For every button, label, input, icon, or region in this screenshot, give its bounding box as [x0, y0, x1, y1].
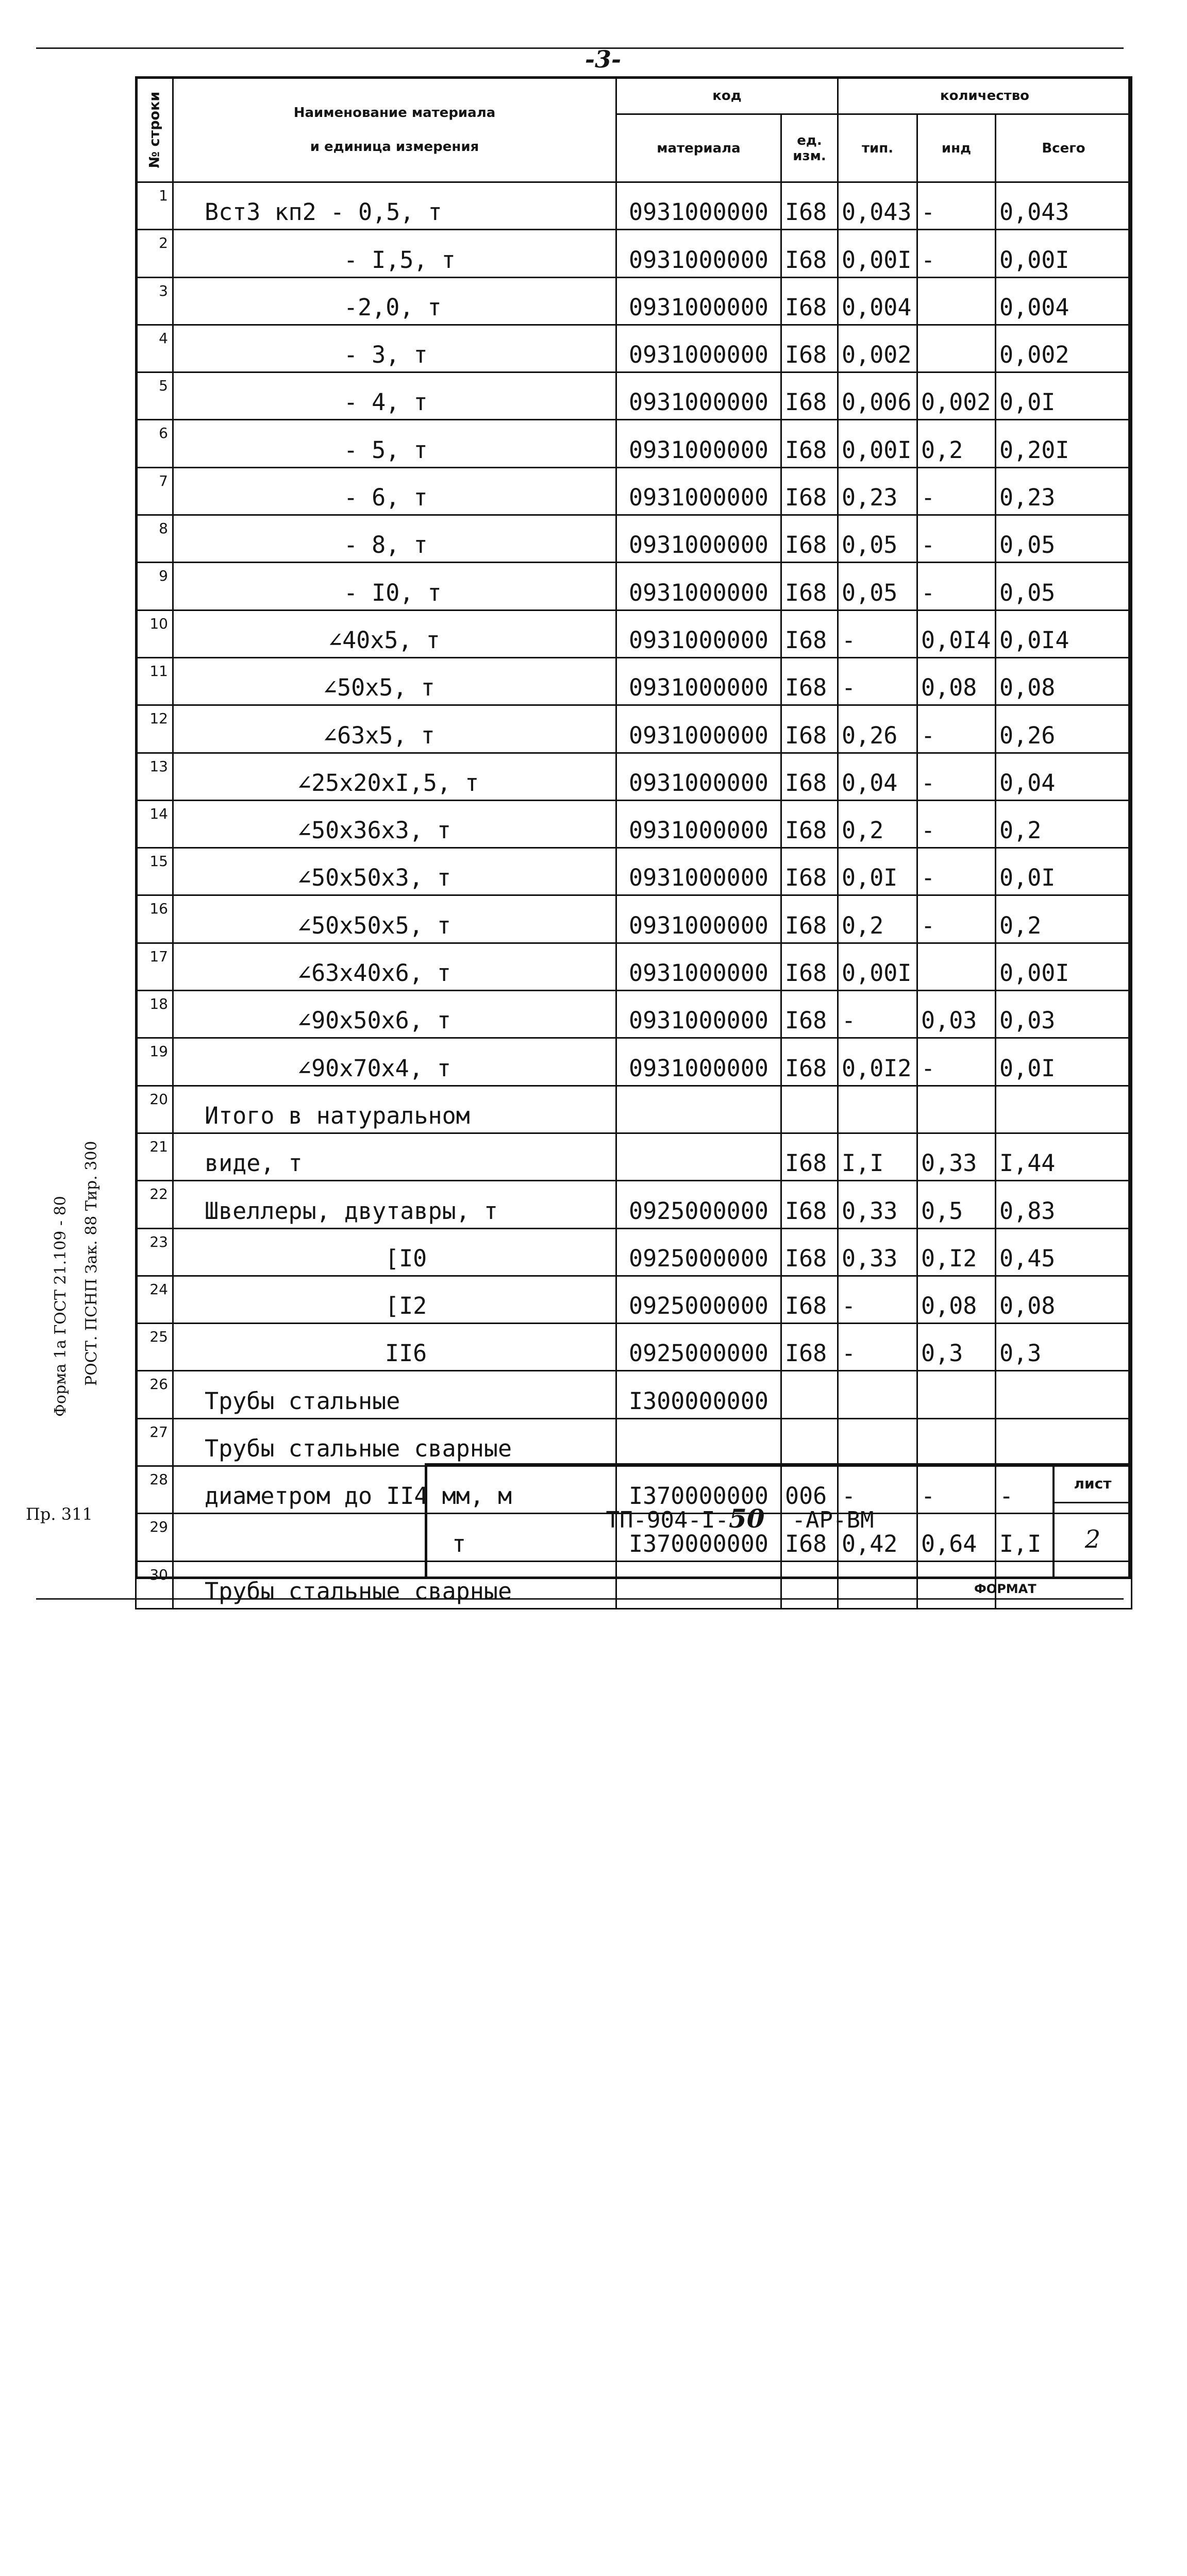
unit-code: I68 — [781, 943, 838, 990]
title-block — [135, 1448, 1131, 1579]
table-row — [136, 848, 1132, 895]
quantity-total: 0,043 — [996, 182, 1132, 230]
row-number: 7 — [136, 467, 173, 515]
unit-code: I68 — [781, 515, 838, 563]
row-number: 16 — [136, 895, 173, 943]
quantity-ind: 0,03 — [917, 991, 996, 1038]
quantity-total: 0,3 — [996, 1324, 1132, 1371]
material-name: - 8, т — [173, 515, 616, 563]
sheet-number-box — [1052, 1463, 1131, 1579]
quantity-total: 0,45 — [996, 1228, 1132, 1276]
quantity-typ: 0,04 — [838, 753, 917, 800]
quantity-typ: 0,006 — [838, 372, 917, 420]
material-name: Итого в натуральном — [173, 1086, 616, 1133]
unit-code: I68 — [781, 1133, 838, 1180]
code-group-header: код — [616, 77, 838, 114]
material-name: ∠25x20xI,5, т — [173, 753, 616, 800]
table-row — [136, 610, 1132, 657]
material-name: - 5, т — [173, 420, 616, 467]
material-code: 0925000000 — [616, 1181, 781, 1228]
row-number: 30 — [136, 1561, 173, 1608]
quantity-typ: 0,05 — [838, 515, 917, 563]
quantity-total: 0,08 — [996, 1276, 1132, 1323]
quantity-total: 0,20I — [996, 420, 1132, 467]
row-number: 19 — [136, 1038, 173, 1086]
quantity-typ: 0,2 — [838, 800, 917, 848]
material-name: - 3, т — [173, 325, 616, 372]
row-number: 18 — [136, 991, 173, 1038]
table-row — [136, 1181, 1132, 1228]
quantity-ind — [917, 1371, 996, 1418]
row-number: 20 — [136, 1086, 173, 1133]
material-code: 0925000000 — [616, 1228, 781, 1276]
unit-code: I68 — [781, 420, 838, 467]
quantity-typ: 0,33 — [838, 1181, 917, 1228]
unit-code: I68 — [781, 277, 838, 325]
quantity-ind: - — [917, 705, 996, 753]
material-name: Швеллеры, двутавры, т — [173, 1181, 616, 1228]
material-name: ∠63x5, т — [173, 705, 616, 753]
unit-code: I68 — [781, 467, 838, 515]
row-number: 2 — [136, 230, 173, 277]
quantity-ind: 0,2 — [917, 420, 996, 467]
quantity-ind: 0,5 — [917, 1181, 996, 1228]
row-number: 13 — [136, 753, 173, 800]
quantity-total: I,44 — [996, 1133, 1132, 1180]
typ-header: тип. — [838, 114, 917, 182]
row-number: 11 — [136, 657, 173, 705]
quantity-typ: 0,05 — [838, 563, 917, 610]
quantity-ind: 0,08 — [917, 1276, 996, 1323]
unit-code: 006 — [781, 1466, 838, 1514]
unit-code: I68 — [781, 753, 838, 800]
material-code: 0931000000 — [616, 515, 781, 563]
quantity-total: 0,23 — [996, 467, 1132, 515]
material-name: ∠63x40x6, т — [173, 943, 616, 990]
quantity-ind: - — [917, 800, 996, 848]
quantity-ind: - — [917, 230, 996, 277]
material-code: 0931000000 — [616, 991, 781, 1038]
quantity-ind: 0,08 — [917, 657, 996, 705]
material-code: 0931000000 — [616, 705, 781, 753]
row-number: 22 — [136, 1181, 173, 1228]
material-code: I370000000 — [616, 1514, 781, 1561]
unit-code: I68 — [781, 1228, 838, 1276]
quantity-ind: - — [917, 848, 996, 895]
quantity-total: 0,83 — [996, 1181, 1132, 1228]
material-code: 0931000000 — [616, 943, 781, 990]
material-name: диаметром до II4 мм, м — [173, 1466, 616, 1514]
doc-code-suffix: -АР-ВМ — [792, 1507, 874, 1533]
document-code — [425, 1463, 1052, 1579]
quantity-typ: - — [838, 657, 917, 705]
table-row — [136, 515, 1132, 563]
table-row — [136, 563, 1132, 610]
row-number: 21 — [136, 1133, 173, 1180]
row-number: 3 — [136, 277, 173, 325]
row-number: 8 — [136, 515, 173, 563]
material-code: 0931000000 — [616, 1038, 781, 1086]
quantity-total: 0,05 — [996, 563, 1132, 610]
material-code: 0931000000 — [616, 753, 781, 800]
quantity-ind: 0,64 — [917, 1514, 996, 1561]
quantity-typ: - — [838, 1324, 917, 1371]
unit-code: I68 — [781, 991, 838, 1038]
material-name: [I2 — [173, 1276, 616, 1323]
material-name: т — [173, 1514, 616, 1561]
material-name: ∠50x36x3, т — [173, 800, 616, 848]
unit-code: I68 — [781, 895, 838, 943]
material-code: 0931000000 — [616, 277, 781, 325]
material-name: - I,5, т — [173, 230, 616, 277]
quantity-ind: 0,0I4 — [917, 610, 996, 657]
quantity-total: 0,002 — [996, 325, 1132, 372]
quantity-ind — [917, 277, 996, 325]
material-name: ∠90x70x4, т — [173, 1038, 616, 1086]
unit-header: ед. изм. — [781, 114, 838, 182]
material-name: - 4, т — [173, 372, 616, 420]
quantity-total: 0,004 — [996, 277, 1132, 325]
table-row — [136, 1276, 1132, 1323]
quantity-typ: 0,004 — [838, 277, 917, 325]
row-number: 26 — [136, 1371, 173, 1418]
unit-code: I68 — [781, 705, 838, 753]
table-row — [136, 372, 1132, 420]
quantity-total: 0,0I — [996, 372, 1132, 420]
unit-code — [781, 1086, 838, 1133]
title-block-margin — [135, 1448, 174, 1579]
reference-note: Пр. 311 — [26, 1504, 93, 1524]
row-number-header: № строки — [136, 77, 173, 182]
total-header: Всего — [996, 114, 1132, 182]
table-row — [136, 325, 1132, 372]
quantity-ind: 0,002 — [917, 372, 996, 420]
unit-code: I68 — [781, 1181, 838, 1228]
material-code: 0931000000 — [616, 467, 781, 515]
row-number: 27 — [136, 1418, 173, 1466]
quantity-typ: 0,26 — [838, 705, 917, 753]
quantity-ind: - — [917, 1038, 996, 1086]
table-row — [136, 277, 1132, 325]
table-row — [136, 182, 1132, 230]
material-name: Трубы стальные сварные — [173, 1418, 616, 1466]
unit-code: I68 — [781, 800, 838, 848]
row-number: 28 — [136, 1466, 173, 1514]
table-row — [136, 705, 1132, 753]
row-number: 29 — [136, 1514, 173, 1561]
material-name: ∠50x50x5, т — [173, 895, 616, 943]
quantity-ind: - — [917, 753, 996, 800]
quantity-ind: - — [917, 182, 996, 230]
unit-code: I68 — [781, 848, 838, 895]
quantity-total: 0,00I — [996, 943, 1132, 990]
table-row — [136, 230, 1132, 277]
quantity-total: 0,0I4 — [996, 610, 1132, 657]
quantity-typ — [838, 1086, 917, 1133]
quantity-typ — [838, 1371, 917, 1418]
quantity-total: 0,05 — [996, 515, 1132, 563]
quantity-typ: 0,00I — [838, 230, 917, 277]
unit-code: I68 — [781, 1324, 838, 1371]
page-number: -3- — [584, 45, 622, 73]
sheet-label: лист — [1055, 1466, 1131, 1503]
material-code: I370000000 — [616, 1466, 781, 1514]
quantity-typ: 0,00I — [838, 420, 917, 467]
material-name: - I0, т — [173, 563, 616, 610]
table-row — [136, 753, 1132, 800]
quantity-total: I,I — [996, 1514, 1132, 1561]
table-row — [136, 1228, 1132, 1276]
quantity-typ: 0,42 — [838, 1514, 917, 1561]
quantity-ind — [917, 1086, 996, 1133]
material-name: Вст3 кп2 - 0,5, т — [173, 182, 616, 230]
quantity-ind: - — [917, 467, 996, 515]
quantity-total — [996, 1086, 1132, 1133]
quantity-total — [996, 1371, 1132, 1418]
quantity-typ: 0,00I — [838, 943, 917, 990]
print-order-note: РОСТ. ПСНП Зак. 88 Тир. 300 — [82, 1141, 101, 1386]
material-code: 0931000000 — [616, 325, 781, 372]
table-row — [136, 1324, 1132, 1371]
quantity-ind — [917, 325, 996, 372]
quantity-typ: 0,23 — [838, 467, 917, 515]
quantity-typ: 0,0I — [838, 848, 917, 895]
unit-code: I68 — [781, 372, 838, 420]
table-row — [136, 1038, 1132, 1086]
quantity-ind: 0,I2 — [917, 1228, 996, 1276]
material-name: ∠50x5, т — [173, 657, 616, 705]
table-row — [136, 467, 1132, 515]
quantity-total: 0,0I — [996, 1038, 1132, 1086]
row-number: 25 — [136, 1324, 173, 1371]
row-number: 23 — [136, 1228, 173, 1276]
material-code: 0931000000 — [616, 610, 781, 657]
material-code: 0931000000 — [616, 895, 781, 943]
quantity-ind: - — [917, 895, 996, 943]
quantity-total: 0,08 — [996, 657, 1132, 705]
quantity-typ: - — [838, 1466, 917, 1514]
row-number: 4 — [136, 325, 173, 372]
material-code: I300000000 — [616, 1371, 781, 1418]
quantity-ind: 0,33 — [917, 1133, 996, 1180]
row-number: 10 — [136, 610, 173, 657]
quantity-typ: 0,002 — [838, 325, 917, 372]
quantity-typ: 0,33 — [838, 1228, 917, 1276]
material-code: 0931000000 — [616, 800, 781, 848]
quantity-ind: - — [917, 515, 996, 563]
quantity-total: 0,0I — [996, 848, 1132, 895]
material-code — [616, 1133, 781, 1180]
material-name: ∠40x5, т — [173, 610, 616, 657]
row-number: 24 — [136, 1276, 173, 1323]
quantity-total: 0,03 — [996, 991, 1132, 1038]
table-row — [136, 1371, 1132, 1418]
quantity-typ: I,I — [838, 1133, 917, 1180]
material-name: [I0 — [173, 1228, 616, 1276]
quantity-total: 0,2 — [996, 895, 1132, 943]
row-number: 6 — [136, 420, 173, 467]
table-row — [136, 800, 1132, 848]
quantity-total: 0,2 — [996, 800, 1132, 848]
material-name: ∠50x50x3, т — [173, 848, 616, 895]
quantity-typ: - — [838, 610, 917, 657]
row-number: 5 — [136, 372, 173, 420]
material-code: 0925000000 — [616, 1324, 781, 1371]
unit-code: I68 — [781, 610, 838, 657]
ind-header: инд — [917, 114, 996, 182]
material-code: 0931000000 — [616, 563, 781, 610]
table-row — [136, 420, 1132, 467]
material-code: 0925000000 — [616, 1276, 781, 1323]
quantity-total: 0,00I — [996, 230, 1132, 277]
table-row — [136, 1133, 1132, 1180]
material-name: Трубы стальные — [173, 1371, 616, 1418]
table-row — [136, 943, 1132, 990]
unit-code: I68 — [781, 1276, 838, 1323]
quantity-typ: 0,043 — [838, 182, 917, 230]
material-name-header: Наименование материала и единица измерения — [173, 77, 616, 182]
material-name: II6 — [173, 1324, 616, 1371]
material-code: 0931000000 — [616, 657, 781, 705]
unit-code: I68 — [781, 657, 838, 705]
material-name: Трубы стальные сварные — [173, 1561, 616, 1608]
material-code: 0931000000 — [616, 182, 781, 230]
table-row — [136, 895, 1132, 943]
table-row — [136, 991, 1132, 1038]
material-code: 0931000000 — [616, 848, 781, 895]
unit-code: I68 — [781, 1038, 838, 1086]
quantity-typ: - — [838, 991, 917, 1038]
material-code: 0931000000 — [616, 372, 781, 420]
unit-code — [781, 1371, 838, 1418]
material-name: виде, т — [173, 1133, 616, 1180]
row-number: 17 — [136, 943, 173, 990]
material-name: - 6, т — [173, 467, 616, 515]
row-number: 1 — [136, 182, 173, 230]
quantity-ind: - — [917, 563, 996, 610]
format-label: ФОРМАТ — [974, 1582, 1036, 1596]
material-name: ∠90x50x6, т — [173, 991, 616, 1038]
quantity-total: 0,26 — [996, 705, 1132, 753]
unit-code: I68 — [781, 325, 838, 372]
table-row — [136, 657, 1132, 705]
quantity-ind: 0,3 — [917, 1324, 996, 1371]
unit-code: I68 — [781, 1514, 838, 1561]
materials-table — [135, 76, 1132, 1609]
quantity-total: 0,04 — [996, 753, 1132, 800]
row-number: 14 — [136, 800, 173, 848]
row-number: 12 — [136, 705, 173, 753]
unit-code: I68 — [781, 563, 838, 610]
doc-code-prefix: ТП-904-I- — [606, 1507, 729, 1533]
material-name: -2,0, т — [173, 277, 616, 325]
doc-code-number: 50 — [728, 1503, 765, 1534]
quantity-ind: - — [917, 1466, 996, 1514]
material-code: 0931000000 — [616, 230, 781, 277]
quantity-group-header: количество — [838, 77, 1132, 114]
sheet-value: 2 — [1084, 1525, 1101, 1554]
material-code: 0931000000 — [616, 420, 781, 467]
row-number: 15 — [136, 848, 173, 895]
quantity-ind — [917, 943, 996, 990]
quantity-typ: - — [838, 1276, 917, 1323]
quantity-total: - — [996, 1466, 1132, 1514]
quantity-typ: 0,2 — [838, 895, 917, 943]
quantity-typ: 0,0I2 — [838, 1038, 917, 1086]
form-standard-note: Форма 1а ГОСТ 21.109 - 80 — [52, 1196, 70, 1417]
material-code — [616, 1086, 781, 1133]
table-row — [136, 1086, 1132, 1133]
unit-code: I68 — [781, 182, 838, 230]
row-number: 9 — [136, 563, 173, 610]
material-code-header: материала — [616, 114, 781, 182]
unit-code: I68 — [781, 230, 838, 277]
